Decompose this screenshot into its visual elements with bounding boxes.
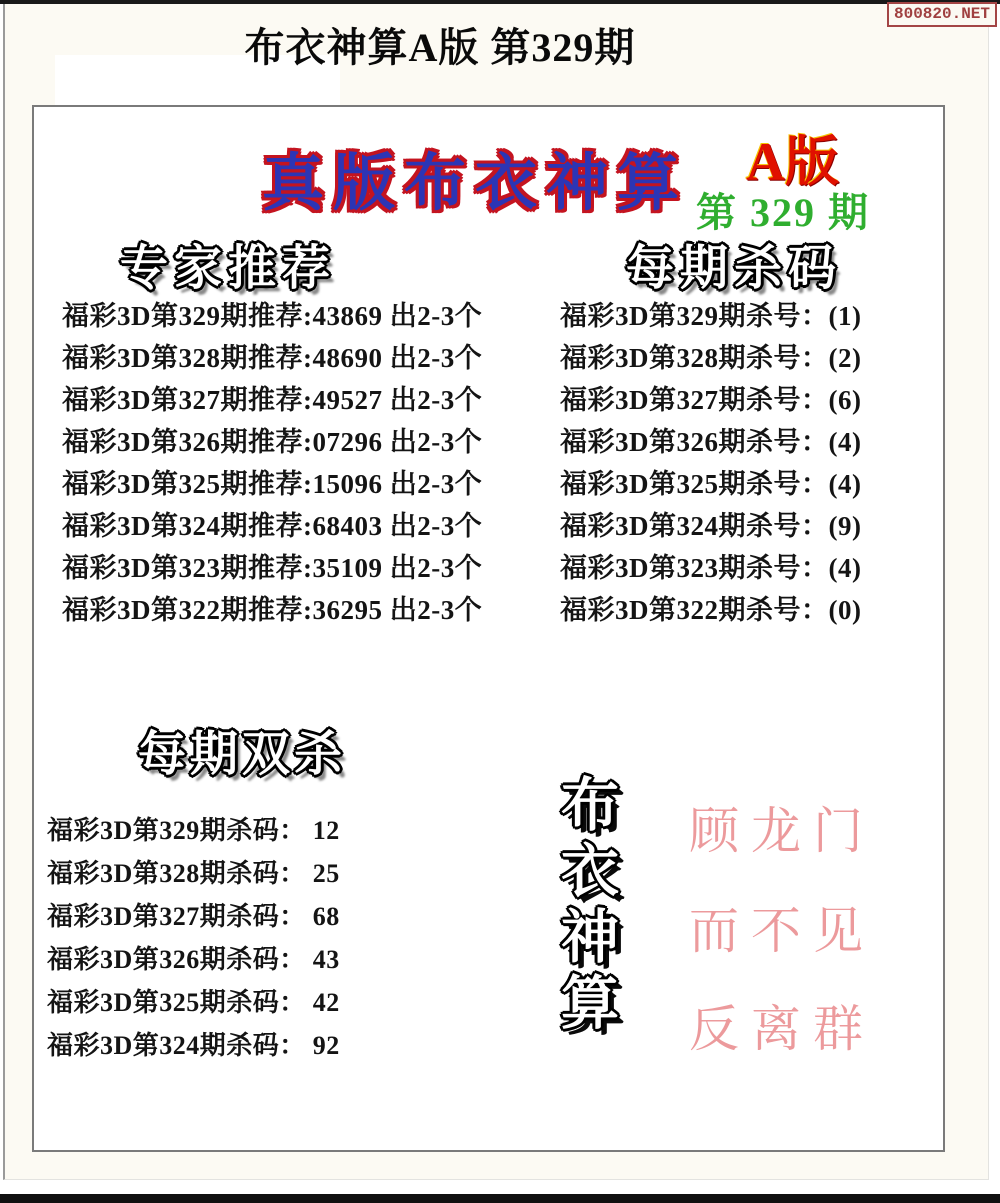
brand-title: 真版布衣神算 — [262, 150, 689, 218]
brand-logo-vertical — [540, 773, 640, 1037]
page-title: 布衣神算A版 第329期 — [244, 25, 636, 70]
section-heading-expert-recommend: 专家推荐 — [120, 242, 337, 295]
list-item: 福彩3D第325期杀号：(4) — [560, 469, 862, 499]
logo-char: 布 — [560, 773, 619, 838]
list-item: 福彩3D第328期杀码： 25 — [47, 859, 340, 888]
list-item: 福彩3D第329期杀号：(1) — [560, 301, 862, 331]
list-item: 福彩3D第328期杀号：(2) — [560, 343, 862, 373]
double-kill-list — [47, 809, 340, 1067]
top-border-bar — [0, 0, 1000, 4]
list-item: 福彩3D第323期推荐:35109 出2-3个 — [62, 553, 483, 583]
list-item: 福彩3D第329期推荐:43869 出2-3个 — [62, 301, 483, 331]
list-item: 福彩3D第327期杀码： 68 — [47, 902, 340, 931]
list-item: 福彩3D第324期杀码： 92 — [47, 1031, 340, 1060]
list-item: 福彩3D第325期杀码： 42 — [47, 988, 340, 1017]
expert-recommend-list — [62, 295, 482, 631]
slogan-line: 而不见 — [689, 903, 875, 959]
watermark-badge: 800820.NET — [887, 2, 997, 27]
list-item: 福彩3D第326期推荐:07296 出2-3个 — [62, 427, 483, 457]
bottom-border-bar — [0, 1194, 1000, 1203]
issue-number-label: 第 329 期 — [696, 190, 870, 235]
list-item: 福彩3D第324期杀号：(9) — [560, 511, 862, 541]
list-item: 福彩3D第326期杀号：(4) — [560, 427, 862, 457]
list-item: 福彩3D第327期推荐:49527 出2-3个 — [62, 385, 483, 415]
slogan-line: 反离群 — [689, 1001, 875, 1057]
edition-badge: A版 — [746, 132, 839, 192]
section-heading-double-kill: 每期双杀 — [138, 728, 347, 781]
list-item: 福彩3D第322期杀号：(0) — [560, 595, 862, 625]
logo-char: 算 — [560, 971, 619, 1036]
list-item: 福彩3D第328期推荐:48690 出2-3个 — [62, 343, 483, 373]
list-item: 福彩3D第325期推荐:15096 出2-3个 — [62, 469, 483, 499]
chart-main-box — [32, 105, 945, 1152]
logo-char: 神 — [560, 905, 619, 970]
logo-char: 衣 — [560, 839, 619, 904]
slogan-line: 顾龙门 — [689, 803, 875, 859]
list-item: 福彩3D第327期杀号：(6) — [560, 385, 862, 415]
list-item: 福彩3D第324期推荐:68403 出2-3个 — [62, 511, 483, 541]
list-item: 福彩3D第323期杀号：(4) — [560, 553, 862, 583]
list-item: 福彩3D第326期杀码： 43 — [47, 945, 340, 974]
list-item: 福彩3D第329期杀码： 12 — [47, 816, 340, 845]
section-heading-kill-code: 每期杀码 — [626, 242, 843, 295]
list-item: 福彩3D第322期推荐:36295 出2-3个 — [62, 595, 483, 625]
kill-number-list — [560, 295, 861, 631]
